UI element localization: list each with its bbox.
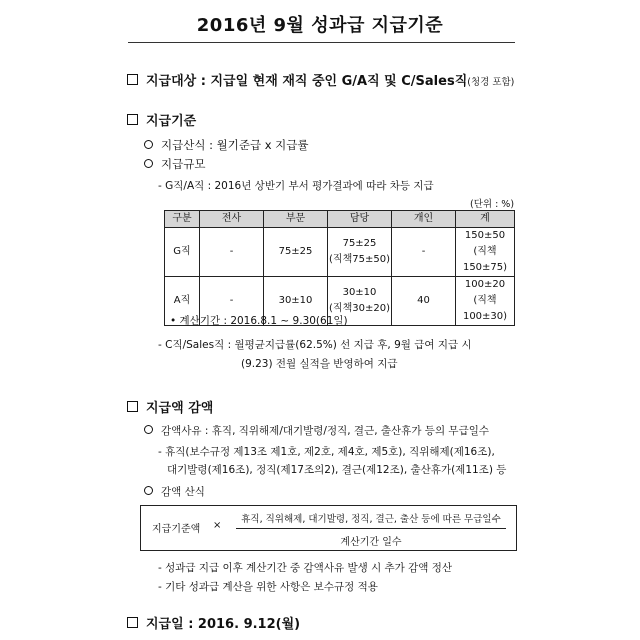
section-payday	[127, 613, 300, 632]
company-cell: -	[200, 277, 264, 326]
formula-times-sign: ×	[213, 520, 222, 531]
total-cell	[456, 228, 515, 277]
table-header-cell: 담당	[328, 211, 392, 228]
formula-numerator: 휴직, 직위해제, 대기발령, 정직, 결근, 출산 등에 따른 무급일수	[241, 514, 501, 525]
calc-method-text: 지급산식 : 월기준급 x 지급률	[161, 138, 309, 152]
rate-table	[164, 210, 515, 326]
formula-title-item	[144, 484, 205, 499]
formula-fraction-line	[236, 528, 506, 529]
table-header-cell: 부문	[264, 211, 328, 228]
title-underline	[128, 42, 515, 43]
formula-base-amount: 지급기준액	[152, 524, 201, 535]
table-header-cell: 구분	[165, 211, 200, 228]
checkbox-square-icon	[127, 401, 138, 412]
calc-method-item	[144, 137, 309, 153]
reduction-reason-item	[144, 423, 489, 438]
division-cell: 30±10	[264, 277, 328, 326]
period-text: • 계산기간 : 2016.8.1 ~ 9.30(61일)	[170, 315, 348, 327]
table-header-row	[165, 211, 515, 228]
checkbox-square-icon	[127, 74, 138, 85]
reduction-heading: 지급액 감액	[146, 401, 214, 416]
table-row	[165, 228, 515, 277]
total-cell	[456, 277, 515, 326]
dept-position-value: (직책30±20)	[329, 303, 390, 314]
reduction-note1: - 성과급 지급 이후 계산기간 중 감액사유 발생 시 추가 감액 정산	[158, 562, 453, 574]
table-header-cell: 전사	[200, 211, 264, 228]
checkbox-square-icon	[127, 617, 138, 628]
criteria-heading: 지급기준	[146, 114, 197, 129]
individual-cell: -	[392, 228, 456, 277]
eligibility-heading: 지급대상 : 지급일 현재 재직 중인 G/A직 및 C/Sales직	[146, 74, 468, 89]
section-criteria	[127, 110, 196, 129]
table-header-cell: 계	[456, 211, 515, 228]
page-title: 2016년 9월 성과급 지급기준	[196, 15, 444, 36]
circle-bullet-icon	[144, 486, 153, 495]
dept-cell	[328, 228, 392, 277]
table-header-cell: 개인	[392, 211, 456, 228]
total-position-value: (직책100±30)	[462, 295, 508, 322]
circle-bullet-icon	[144, 159, 153, 168]
section-eligibility	[127, 70, 514, 89]
total-value: 150±50	[464, 230, 506, 241]
reduction-reason-text: 감액사유 : 휴직, 직위해제/대기발령/정직, 결근, 출산휴가 등의 무급일수	[161, 425, 489, 437]
scale-text: 지급규모	[161, 157, 206, 171]
eligibility-note: (청경 포함)	[467, 77, 515, 88]
row-label: G직	[165, 228, 200, 277]
cs-note-line2: (9.23) 전월 실적을 반영하여 지급	[241, 358, 398, 370]
circle-bullet-icon	[144, 425, 153, 434]
row-label: A직	[165, 277, 200, 326]
total-value: 100±20	[464, 279, 506, 290]
payday-heading: 지급일 : 2016. 9.12(월)	[146, 617, 301, 632]
total-position-value: (직책150±75)	[462, 246, 508, 273]
company-cell: -	[200, 228, 264, 277]
scale-item	[144, 156, 205, 172]
unit-label: (단위 : %)	[470, 199, 515, 210]
cs-note-line1: - C직/Sales직 : 월평균지급률(62.5%) 선 지급 후, 9월 급여 지급 시	[158, 339, 472, 351]
formula-title-text: 감액 산식	[161, 486, 205, 498]
dept-value: 30±10	[342, 287, 377, 298]
reduction-formula-box	[140, 505, 517, 551]
individual-cell: 40	[392, 277, 456, 326]
checkbox-square-icon	[127, 114, 138, 125]
dept-value: 75±25	[342, 238, 377, 249]
reduction-detail-line1: - 휴직(보수규정 제13조 제1호, 제2호, 제4호, 제5호), 직위해제(제16조),	[158, 446, 495, 458]
reduction-note2: - 기타 성과급 계산을 위한 사항은 보수규정 적용	[158, 581, 378, 593]
circle-bullet-icon	[144, 140, 153, 149]
ga-note: - G직/A직 : 2016년 상반기 부서 평가결과에 따라 차등 지급	[158, 180, 434, 192]
dept-position-value: (직책75±50)	[329, 254, 390, 265]
section-reduction	[127, 397, 213, 416]
division-cell: 75±25	[264, 228, 328, 277]
reduction-detail-line2: 대기발령(제16조), 정직(제17조의2), 결근(제12조), 출산휴가(제11조) 등	[167, 464, 507, 476]
formula-denominator: 계산기간 일수	[340, 537, 402, 548]
